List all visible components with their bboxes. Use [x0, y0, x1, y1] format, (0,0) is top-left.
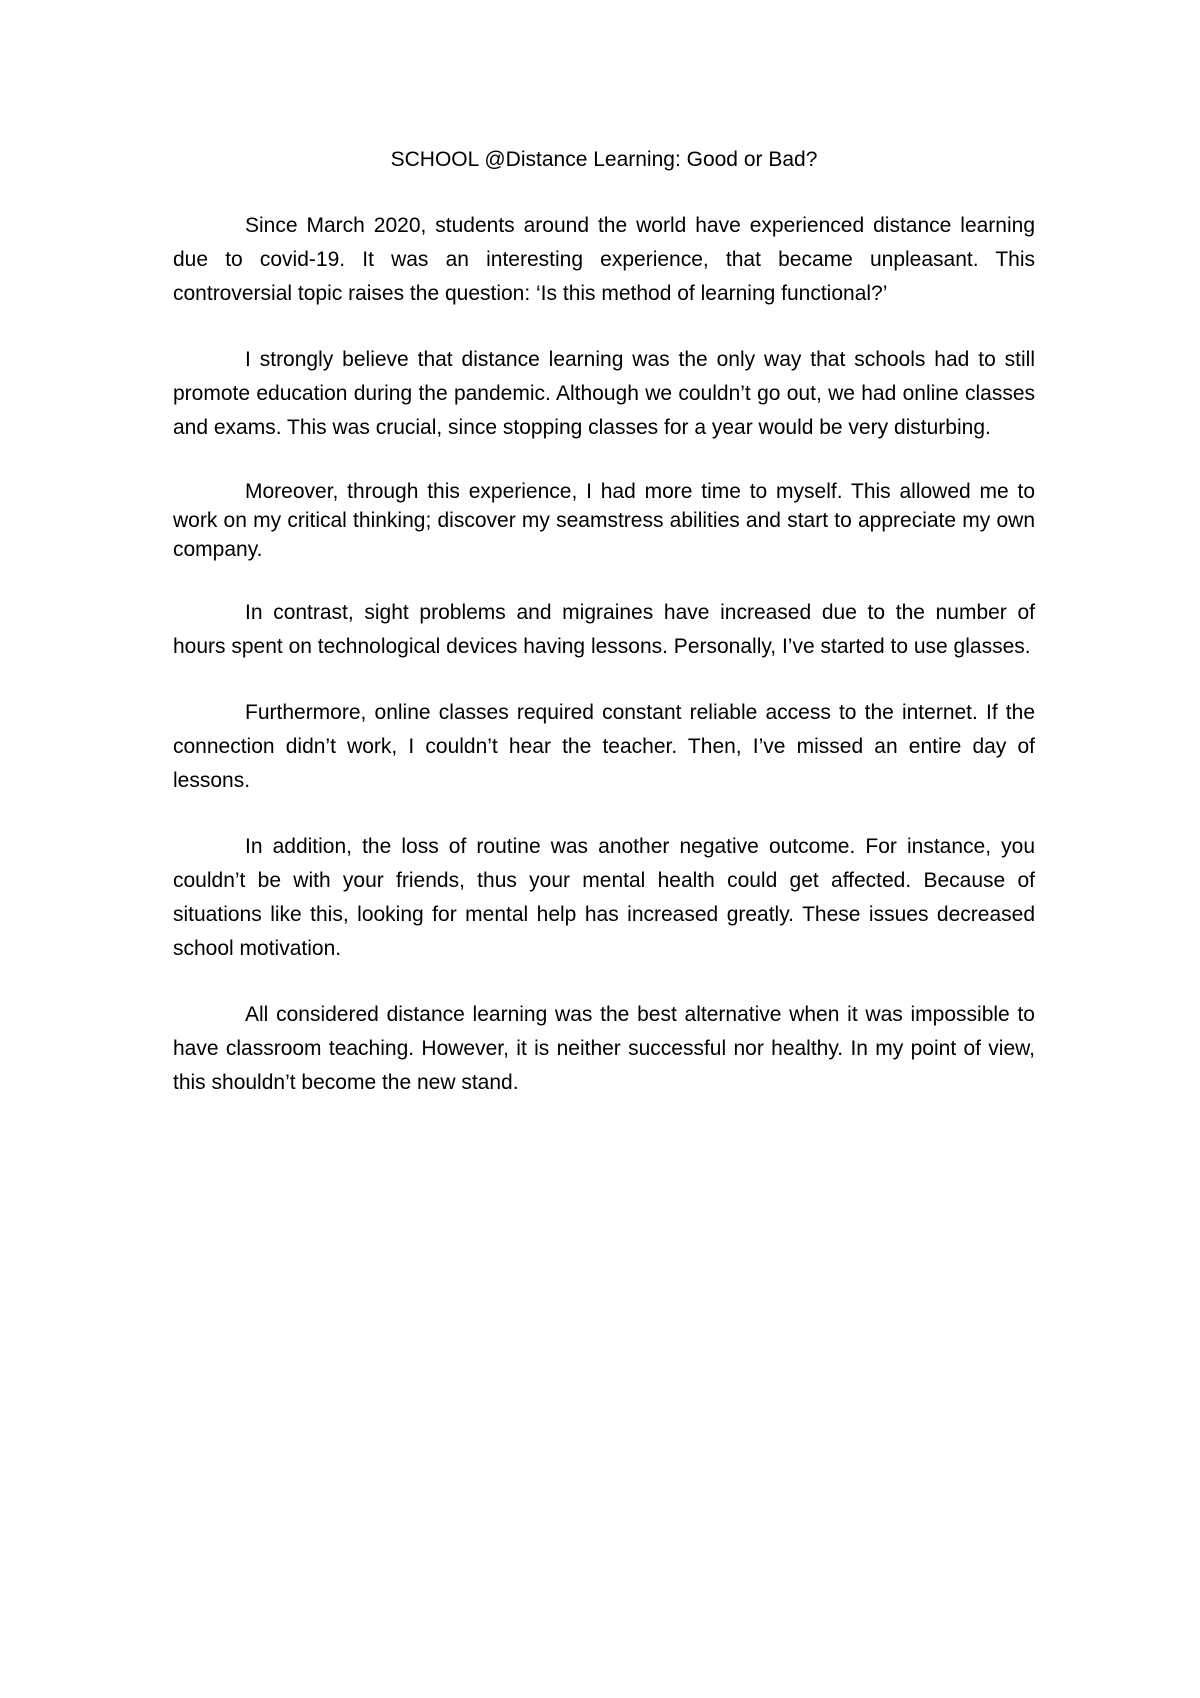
paragraph-moreover: Moreover, through this experience, I had more time to myself. This allowed me to work on my critical thinking; discover my seamstress abilities and start to appreciate my own company. — [173, 480, 1035, 561]
paragraph-intro: Since March 2020, students around the world have experienced distance learning due to covid-19. It was an interesting experience, that became unpleasant. This controversial topic raises the question: ‘Is this method of learning functional?’ — [173, 214, 1035, 305]
document-title: SCHOOL @Distance Learning: Good or Bad? — [390, 148, 818, 171]
paragraph-opinion: I strongly believe that distance learning was the only way that schools had to still promote education during the pandemic. Although we couldn’t go out, we had online classes and exams. This was crucial, since stopping classes for a year would be very disturbing. — [173, 348, 1035, 439]
paragraph-conclusion: All considered distance learning was the best alternative when it was impossible to have classroom teaching. However, it is neither successful nor healthy. In my point of view, this shouldn’t become the new stand. — [173, 1003, 1035, 1094]
paragraph-contrast: In contrast, sight problems and migraines have increased due to the number of hours spent on technological devices having lessons. Personally, I’ve started to use glasses. — [173, 601, 1035, 658]
paragraph-furthermore: Furthermore, online classes required constant reliable access to the internet. If the connection didn’t work, I couldn’t hear the teacher. Then, I’ve missed an entire day of lessons. — [173, 701, 1035, 792]
paragraph-addition: In addition, the loss of routine was another negative outcome. For instance, you couldn’t be with your friends, thus your mental health could get affected. Because of situations like this, looking for mental help has increased greatly. These issues decreased school motivation. — [173, 835, 1035, 960]
document-body — [173, 143, 1035, 1132]
